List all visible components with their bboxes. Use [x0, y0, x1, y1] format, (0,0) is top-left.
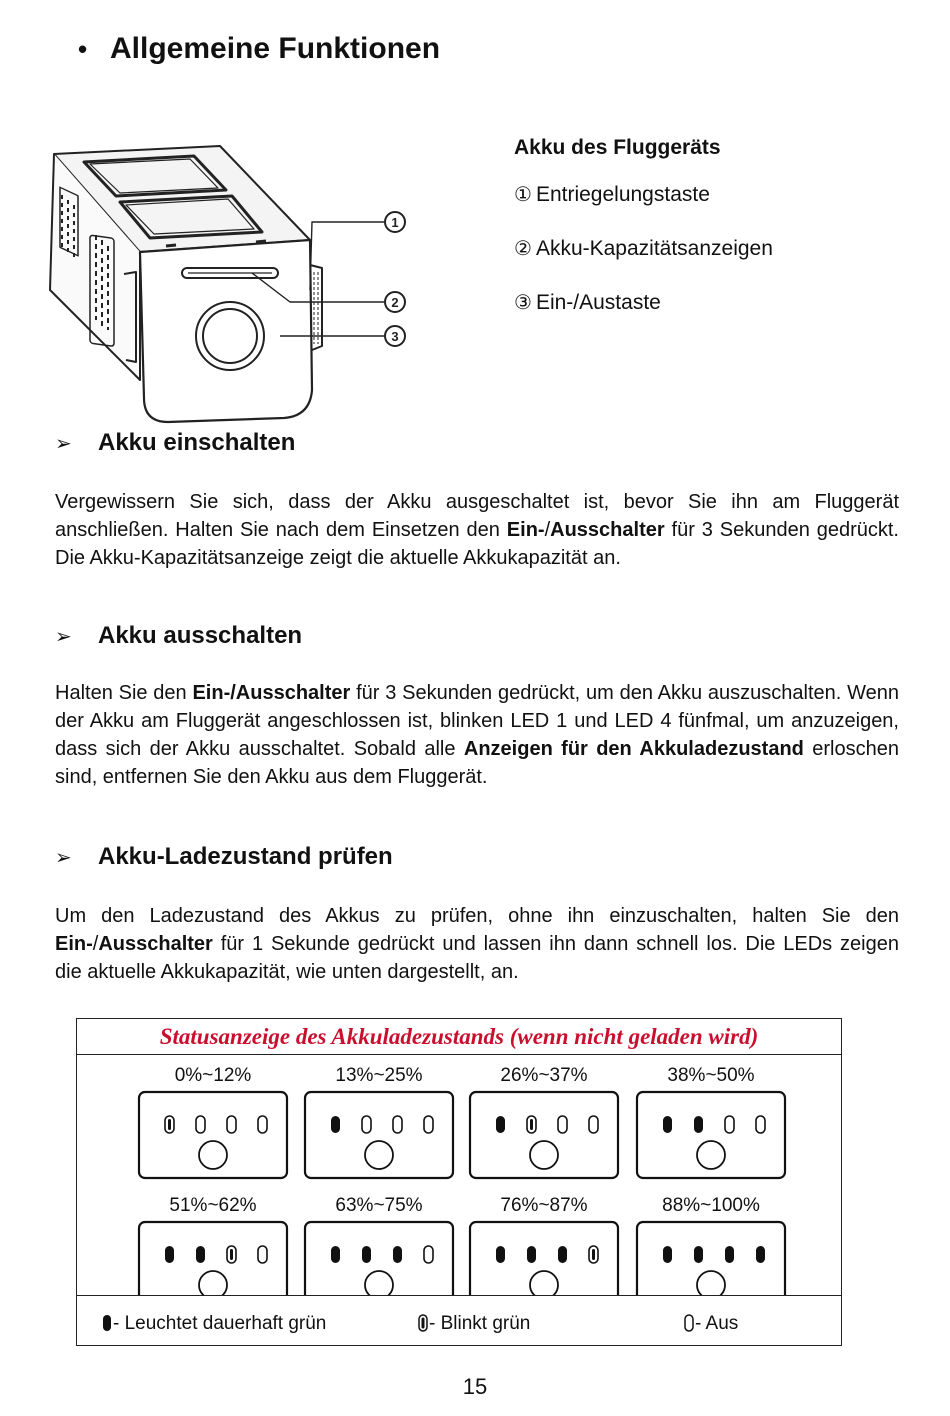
power-button-icon: [697, 1141, 725, 1169]
paragraph-power-on: Vergewissern Sie sich, dass der Akku ausgeschaltet ist, bevor Sie ihn am Fluggerät anschließen. Halten Sie nach dem Einsetzen den Ein-/Ausschalter für 3 Sekunden gedrückt. Die Akku-Kapazitätsanzeige zeigt die aktuelle Akkukapazität an.: [55, 491, 899, 569]
power-button-icon: [365, 1271, 393, 1295]
status-card: [139, 1195, 287, 1295]
status-range-label: 38%~50%: [667, 1065, 755, 1086]
battery-status-table: [76, 1018, 842, 1346]
section-heading-power-on: ➢ Akku einschalten: [55, 429, 296, 456]
status-range-label: 63%~75%: [335, 1195, 423, 1216]
led-off-icon: [362, 1116, 371, 1133]
status-range-label: 0%~12%: [174, 1065, 252, 1086]
led-on-icon: [196, 1246, 205, 1263]
led-off-icon: [393, 1116, 402, 1133]
figure-legend: [514, 136, 914, 344]
page-title: [78, 32, 440, 66]
led-off-icon: [424, 1116, 433, 1133]
power-button-icon: [199, 1141, 227, 1169]
power-button-icon: [365, 1141, 393, 1169]
section-power-on: [55, 428, 899, 572]
legend-item-release-button: ① Entriegelungstaste: [514, 182, 710, 206]
status-range-label: 51%~62%: [169, 1195, 257, 1216]
led-on-icon: [663, 1246, 672, 1263]
legend-entry-on: - Leuchtet dauerhaft grün: [101, 1312, 326, 1336]
led-off-icon: [589, 1116, 598, 1133]
led-on-icon: [694, 1246, 703, 1263]
arrow-bullet-icon: ➢: [55, 624, 72, 648]
led-on-icon: [496, 1116, 505, 1133]
led-off-icon: [258, 1246, 267, 1263]
arrow-bullet-icon: ➢: [55, 845, 72, 869]
led-off-icon: [196, 1116, 205, 1133]
status-range-label: 26%~37%: [500, 1065, 588, 1086]
legend-item-power-button: ③ Ein-/Austaste: [514, 290, 661, 314]
led-on-icon: [362, 1246, 371, 1263]
led-off-icon: [424, 1246, 433, 1263]
status-legend: [77, 1295, 841, 1346]
led-off-icon: [227, 1116, 236, 1133]
led-on-icon: [165, 1246, 174, 1263]
led-blink-core: [168, 1119, 171, 1130]
led-on-icon: [725, 1246, 734, 1263]
status-table-title: Statusanzeige des Akkuladezustands (wenn nicht geladen wird): [77, 1019, 841, 1055]
callout-2: 2: [391, 295, 399, 310]
power-button-icon: [530, 1271, 558, 1295]
status-card: [637, 1195, 785, 1295]
led-off-icon: [725, 1116, 734, 1133]
status-range-label: 13%~25%: [335, 1065, 423, 1086]
callout-1: 1: [391, 215, 399, 230]
led-on-icon: [496, 1246, 505, 1263]
status-range-label: 88%~100%: [662, 1195, 760, 1216]
page-title-text: Allgemeine Funktionen: [110, 32, 441, 65]
power-button-icon: [199, 1271, 227, 1295]
led-on-icon: [331, 1116, 340, 1133]
battery-illustration: [40, 140, 420, 430]
led-on-icon: [331, 1246, 340, 1263]
bullet-icon: •: [78, 34, 88, 64]
status-card: [470, 1195, 618, 1295]
figure-legend-title: Akku des Fluggeräts: [514, 136, 721, 159]
paragraph-power-off: Halten Sie den Ein-/Ausschalter für 3 Sekunden gedrückt, um den Akku auszuschalten. Wenn der Akku am Fluggerät angeschlossen ist, blinken LED 1 und LED 4 fünfmal, um anzuzeigen, dass sich der Akku ausschaltet. Sobald alle Anzeigen für den Akkuladezustand erloschen sind, entfernen Sie den Akku aus dem Fluggerät.: [55, 682, 899, 788]
status-card: [305, 1065, 453, 1178]
legend-entry-blink: - Blinkt grün: [417, 1312, 530, 1336]
paragraph-check-level: Um den Ladezustand des Akkus zu prüfen, ohne ihn einzuschalten, halten Sie den Ein-/Ausschalter für 1 Sekunde gedrückt und lassen ihn dann schnell los. Die LEDs zeigen die aktuelle Akkukapazität, wie unten dargestellt, an.: [55, 905, 899, 983]
power-button-icon: [530, 1141, 558, 1169]
page-number: 15: [462, 1374, 488, 1399]
status-indicator-grid: [77, 1055, 840, 1295]
led-off-icon: [258, 1116, 267, 1133]
status-card: [470, 1065, 618, 1178]
status-card: [305, 1195, 453, 1295]
callout-3: 3: [391, 329, 399, 344]
power-button-icon: [697, 1271, 725, 1295]
led-off-icon: [683, 1314, 695, 1332]
led-on-icon: [101, 1314, 113, 1332]
led-off-icon: [756, 1116, 765, 1133]
led-on-icon: [756, 1246, 765, 1263]
section-heading-power-off: ➢ Akku ausschalten: [55, 622, 303, 649]
arrow-bullet-icon: ➢: [55, 431, 72, 455]
status-range-label: 76%~87%: [500, 1195, 588, 1216]
led-blink-core: [230, 1249, 233, 1260]
led-on-icon: [527, 1246, 536, 1263]
status-card: [637, 1065, 785, 1178]
status-card: [139, 1065, 287, 1178]
led-blink-core: [530, 1119, 533, 1130]
led-off-icon: [558, 1116, 567, 1133]
legend-item-capacity-leds: ② Akku-Kapazitätsanzeigen: [514, 236, 773, 260]
led-on-icon: [558, 1246, 567, 1263]
legend-entry-off: - Aus: [683, 1312, 738, 1336]
led-blink-core: [592, 1249, 595, 1260]
section-heading-check-level: ➢ Akku-Ladezustand prüfen: [55, 843, 393, 870]
led-blink-icon: [417, 1314, 429, 1332]
section-check-level: [55, 842, 899, 986]
led-on-icon: [663, 1116, 672, 1133]
led-on-icon: [393, 1246, 402, 1263]
section-power-off: [55, 621, 899, 791]
led-on-icon: [694, 1116, 703, 1133]
